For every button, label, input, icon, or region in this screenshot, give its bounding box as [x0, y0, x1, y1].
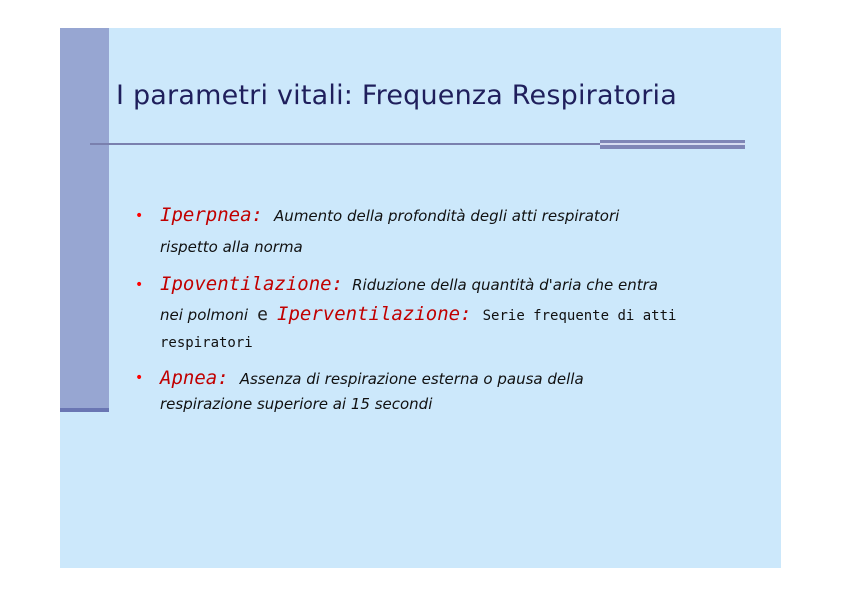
- bullet-marker: •: [135, 277, 144, 293]
- term-description: Riduzione della quantità d'aria che entra: [352, 276, 658, 294]
- title-divider-accent: [600, 140, 745, 149]
- term-label: Apnea:: [160, 367, 229, 389]
- slide-left-accent-bar-edge: [60, 408, 109, 412]
- term-description-secondary-continued: respiratori: [160, 335, 253, 351]
- term-label-secondary: Iperventilazione:: [277, 303, 472, 325]
- slide-title: I parametri vitali: Frequenza Respiratoria: [116, 80, 677, 111]
- bullet-line: [160, 367, 584, 389]
- bullet-marker: •: [135, 208, 144, 224]
- term-description-continued: rispetto alla norma: [160, 238, 303, 256]
- slide-left-accent-bar: [60, 28, 109, 411]
- term-description-continued: respirazione superiore ai 15 secondi: [160, 395, 433, 413]
- term-label: Iperpnea:: [160, 204, 263, 226]
- conjunction: e: [257, 304, 268, 325]
- bullet-line: [160, 273, 658, 295]
- term-description-continued: nei polmoni: [160, 306, 249, 324]
- term-description: Assenza di respirazione esterna o pausa della: [239, 370, 584, 388]
- bullet-marker: •: [135, 370, 144, 386]
- term-label: Ipoventilazione:: [160, 273, 344, 295]
- term-description-secondary: Serie frequente di atti: [482, 308, 677, 324]
- term-description: Aumento della profondità degli atti respiratori: [274, 207, 620, 225]
- bullet-line: [160, 204, 619, 226]
- bullet-line-continued: [160, 303, 676, 325]
